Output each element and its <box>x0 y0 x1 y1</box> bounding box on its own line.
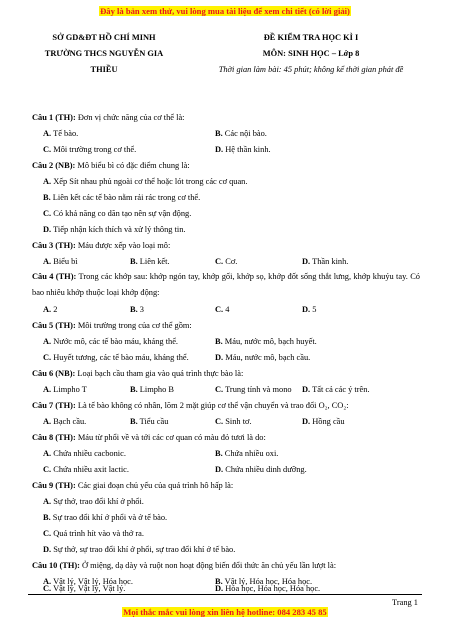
q10-option-a: A. Vật lý, Vật lý, Hóa học. <box>43 577 133 586</box>
q4-option-c: C. 4 <box>215 305 230 314</box>
q2-option-d: D. Tiếp nhận kích thích và xử lý thông tin. <box>43 225 186 234</box>
q6-option-b: B. Limpho B <box>130 385 174 394</box>
question-2: Câu 2 (NB): Mô biểu bì có đặc điểm chung là: <box>32 161 190 170</box>
exam-title: ĐỀ KIỂM TRA HỌC KÌ I <box>263 33 359 42</box>
question-7: Câu 7 (TH): Là tế bào không có nhân, lõm 2 mặt giúp cơ thể vận chuyển và trao đổi O₂, CO₂: <box>32 401 349 410</box>
q4-option-d: D. 5 <box>302 305 317 314</box>
q9-option-a: A. Sự thở, trao đổi khí ở phổi. <box>43 497 144 506</box>
q2-option-c: C. Có khả năng co dãn tạo nên sự vận động. <box>43 209 192 218</box>
q9-option-c: C. Quá trình hít vào và thở ra. <box>43 529 144 538</box>
q6-option-d: D. Tất cả các ý trên. <box>302 385 370 394</box>
q7-option-a: A. Bạch cầu. <box>43 417 87 426</box>
q6-option-a: A. Limpho T <box>43 385 87 394</box>
preview-banner-text: Đây là bản xem thử, vui lòng mua tài liệu để xem chi tiết (có lời giải) <box>100 6 350 16</box>
q7-option-d: D. Hồng cầu <box>302 417 345 426</box>
q3-option-a: A. Biểu bì <box>43 257 78 266</box>
q5-option-c: C. Huyết tương, các tế bào máu, kháng thể. <box>43 353 189 362</box>
q9-option-d: D. Sự thở, sự trao đổi khí ở phổi, sự trao đổi khí ở tế bào. <box>43 545 236 554</box>
q1-option-d: D. Hệ thần kinh. <box>215 145 271 154</box>
q5-option-a: A. Nước mô, các tế bào máu, kháng thể. <box>43 337 179 346</box>
question-1: Câu 1 (TH): Đơn vị chức năng của cơ thể là: <box>32 113 185 122</box>
question-5: Câu 5 (TH): Môi trường trong của cơ thể gồm: <box>32 321 192 330</box>
page-number: Trang 1 <box>392 598 418 607</box>
exam-subject: MÔN: SINH HỌC – Lớp 8 <box>262 49 360 58</box>
q7-option-b: B. Tiểu cầu <box>130 417 169 426</box>
q4-option-b: B. 3 <box>130 305 144 314</box>
q1-option-a: A. Tế bào. <box>43 129 79 138</box>
question-9: Câu 9 (TH): Các giai đoạn chủ yếu của quá trình hô hấp là: <box>32 481 234 490</box>
footer-divider <box>28 594 422 595</box>
q7-option-c: C. Sinh tơ. <box>215 417 252 426</box>
q2-option-a: A. Xếp Sít nhau phủ ngoài cơ thể hoặc lót trong các cơ quan. <box>43 177 248 186</box>
question-8: Câu 8 (TH): Máu từ phổi về và tới các cơ quan có màu đỏ tươi là do: <box>32 433 266 442</box>
school-name: TRƯỜNG THCS NGUYỄN GIA <box>44 49 164 58</box>
q8-option-c: C. Chứa nhiều axit lactic. <box>43 465 129 474</box>
question-10: Câu 10 (TH): Ở miệng, dạ dày và ruột non hoạt động biến đổi thức ăn chủ yếu lần lượt là: <box>32 561 337 570</box>
question-3: Câu 3 (TH): Máu được xếp vào loại mô: <box>32 241 171 250</box>
q10-option-d: D. Hóa học, Hóa học, Hóa học. <box>215 584 321 593</box>
hotline-banner-text: Mọi thắc mắc vui lòng xin liên hệ hotline: 084 283 45 85 <box>123 607 327 617</box>
q8-option-b: B. Chứa nhiều oxi. <box>215 449 279 458</box>
question-4: Câu 4 (TH): Trong các khớp sau: khớp ngón tay, khớp gối, khớp sọ, khớp đốt sống thắt lưng, khớp khuỷu tay. Có bao nhiêu khớp thuộc loại khớp động: <box>32 272 420 297</box>
question-6: Câu 6 (NB): Loại bạch cầu tham gia vào quá trình thực bào là: <box>32 369 244 378</box>
q8-option-d: D. Chứa nhiều dinh dưỡng. <box>215 465 307 474</box>
q8-option-a: A. Chứa nhiều cacbonic. <box>43 449 126 458</box>
exam-duration: Thời gian làm bài: 45 phút; không kể thời gian phát đề <box>218 65 404 74</box>
q3-option-b: B. Liên kết. <box>130 257 170 266</box>
q10-option-c: C. Vật lý, Vật lý, Vật lý. <box>43 584 126 593</box>
q6-option-c: C. Trung tính và mono <box>215 385 292 394</box>
q1-option-b: B. Các nội bào. <box>215 129 267 138</box>
q5-option-b: B. Máu, nước mô, bạch huyết. <box>215 337 317 346</box>
q4-option-a: A. 2 <box>43 305 58 314</box>
department-name: SỞ GD&ĐT HỒ CHÍ MINH <box>52 33 156 42</box>
q3-option-c: C. Cơ. <box>215 257 238 266</box>
hotline-banner <box>0 607 450 617</box>
preview-banner <box>0 6 450 16</box>
q1-option-c: C. Môi trường trong cơ thể. <box>43 145 137 154</box>
q2-option-b: B. Liên kết các tế bào nằm rải rác trong cơ thể. <box>43 193 201 202</box>
q10-option-b: B. Vật lý, Hóa học, Hóa học. <box>215 577 313 586</box>
school-name-cont: THIỀU <box>90 65 118 74</box>
q5-option-d: D. Máu, nước mô, bạch cầu. <box>215 353 311 362</box>
q3-option-d: D. Thần kinh. <box>302 257 349 266</box>
q9-option-b: B. Sự trao đổi khí ở phổi và ở tế bào. <box>43 513 168 522</box>
